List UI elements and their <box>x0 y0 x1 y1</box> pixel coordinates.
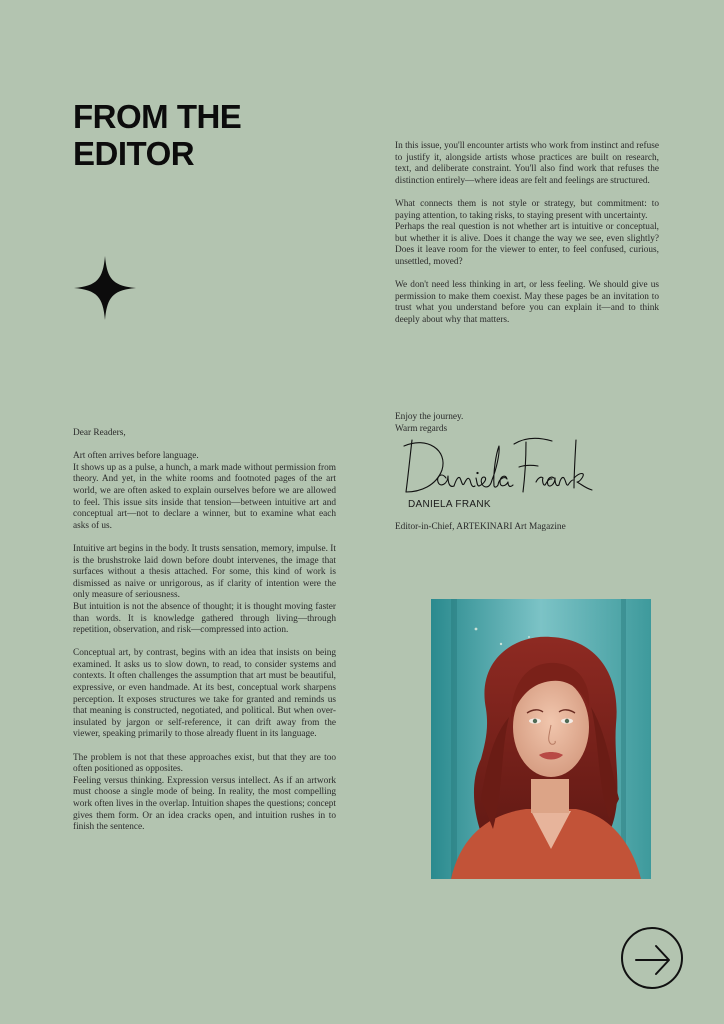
signoff-line-1: Enjoy the journey. <box>395 412 464 422</box>
left-paragraph: Intuitive art begins in the body. It trusts sensation, memory, impulse. It is the brushstroke laid down before doubt intervenes, the image that surfaces without a thesis attached. For some, this kind of work is dismissed as naive or unrigorous, as if clarity of intention were the only measure of seriousness. But intuition is not the absence of thought; it is thought moving faster than words. It is knowledge gathered through living—through repetition, observation, and risk—compressed into action. <box>73 543 336 636</box>
editor-role: Editor-in-Chief, ARTEKINARI Art Magazine <box>395 522 566 532</box>
page-title-line-2: EDITOR <box>73 135 195 172</box>
editorial-left-column <box>73 428 336 845</box>
page-title-line-1: FROM THE <box>73 98 242 135</box>
right-paragraph: What connects them is not style or strategy, but commitment: to paying attention, to taking risks, to staying present with uncertainty. Perhaps the real question is not whether art is intuitive or conceptual, but whether it is alive. Does it change the way we see, even slightly? Does it leave room for the viewer to enter, to feel confused, curious, unsettled, moved? <box>395 198 659 267</box>
signoff-line-2: Warm regards <box>395 423 448 434</box>
right-paragraph: In this issue, you'll encounter artists who work from instinct and refuse to justify it, alongside artists whose practices are built on research, text, and deliberate constraint. You'll also find work that refuses the distinction entirely—where ideas are felt and feelings are structured. <box>395 141 660 186</box>
right-paragraph: We don't need less thinking in art, or less feeling. We should give us permission to make them coexist. May these pages be an invitation to trust what you understand before you can explain it—and to think deeply about why that matters. <box>395 280 659 325</box>
page-title <box>73 98 241 172</box>
handwritten-signature <box>402 432 602 500</box>
greeting: Dear Readers, <box>73 428 126 438</box>
left-paragraph: The problem is not that these approaches exist, but that they are too often positioned as opposites. Feeling versus thinking. Expression versus intellect. As if an artwork must choose a single mode of being. In reality, the most compelling work often lives in the overlap. Intuition shapes the questions; concept gives them form. Or an idea cracks open, and intuition rushes in to finish the sentence. <box>73 752 336 833</box>
arrow-right-circle-icon[interactable] <box>620 926 684 990</box>
editorial-right-column <box>395 141 659 338</box>
left-paragraph: Art often arrives before language. It shows up as a pulse, a hunch, a mark made without permission from theory. And yet, in the white rooms and footnoted pages of the art world, we are often asked to explain ourselves before we are allowed to feel. This issue sits inside that tension—between intuitive art and conceptual art—not to declare a winner, but to examine what each asks of us. <box>73 451 336 531</box>
editor-name: DANIELA FRANK <box>408 499 491 510</box>
left-paragraph: Conceptual art, by contrast, begins with an idea that insists on being examined. It asks us to slow down, to read, to consider systems and contexts. It often challenges the assumption that art must be beautiful, expressive, or even handmade. At its best, conceptual work sharpens perception. It exposes structures we take for granted and reminds us that meaning is constructed, negotiated, and political. But when over-insulated by jargon or self-reference, it can drift away from the viewer, speaking primarily to those already fluent in its language. <box>73 648 336 740</box>
editor-portrait-photo <box>431 599 651 879</box>
four-point-star-icon <box>74 256 136 320</box>
